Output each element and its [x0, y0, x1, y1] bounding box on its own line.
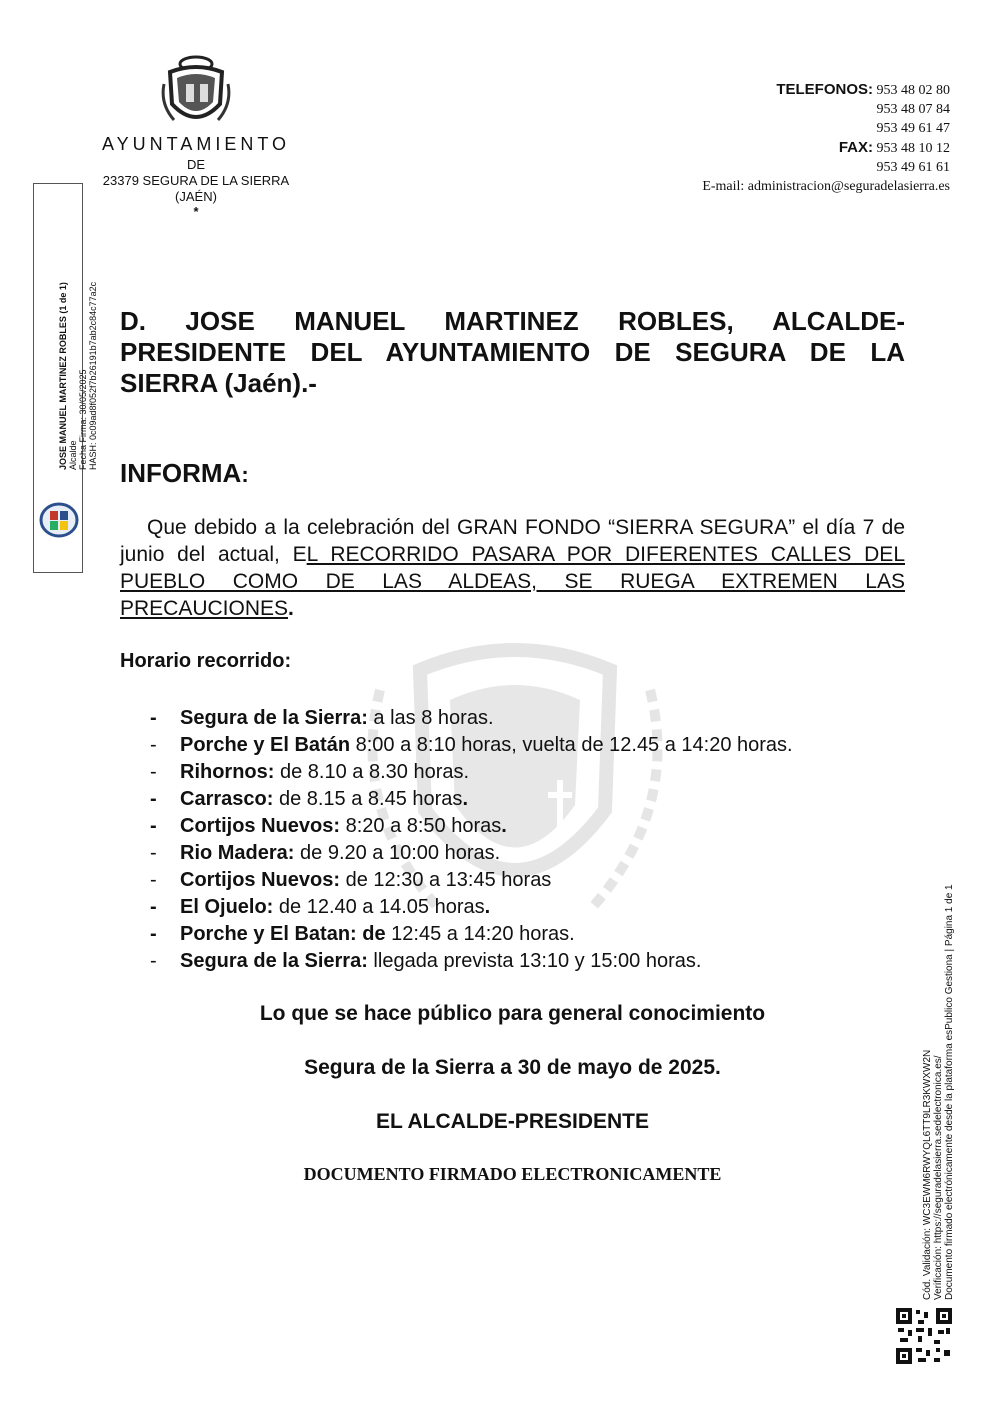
body-underlined: L RECORRIDO PASARA POR DIFERENTES CALLES DEL PUEBLO COMO DE LAS ALDEAS, SE RUEGA EXTREMEN LAS PRECAUCIONES — [120, 543, 905, 620]
institution-name: AYUNTAMIENTO — [101, 134, 290, 154]
signature-seal-icon — [39, 502, 79, 538]
phone-2: 953 48 07 84 — [876, 102, 950, 117]
signer-name: JOSE MANUEL MARTINEZ ROBLES (1 de 1) — [58, 282, 68, 470]
list-item: - Cortijos Nuevos: de 12:30 a 13:45 horas — [150, 869, 552, 891]
informa-label — [120, 458, 249, 489]
route-place: Cortijos Nuevos: — [180, 869, 341, 891]
route-time: de 8.10 a 8.30 horas. — [274, 761, 470, 783]
route-time: 8:00 a 8:10 horas, vuelta de 12.45 a 14:20 horas. — [350, 734, 793, 756]
route-place: Porche y El Batán — [180, 734, 351, 756]
horario-title: Horario recorrido: — [120, 650, 292, 672]
route-tail: . — [501, 815, 507, 837]
body-period: . — [288, 597, 294, 620]
route-place: Segura de la Sierra: — [180, 707, 368, 729]
route-tail: . — [462, 788, 468, 810]
list-item: - Porche y El Batan: de 12:45 a 14:20 horas. — [150, 923, 575, 945]
route-time: de 12.40 a 14.05 horas — [273, 896, 485, 918]
list-item: - Rihornos: de 8.10 a 8.30 horas. — [150, 761, 470, 783]
informa-word: INFORMA — [120, 458, 242, 488]
list-item: - Porche y El Batán 8:00 a 8:10 horas, vuelta de 12.45 a 14:20 horas. — [150, 734, 793, 756]
header-asterisk: * — [193, 204, 199, 219]
institution-province: (JAÉN) — [175, 189, 217, 204]
signer-title: EL ALCALDE-PRESIDENTE — [375, 1110, 650, 1133]
institution-de: DE — [186, 157, 206, 172]
body-paragraph — [120, 514, 905, 622]
route-time: de 9.20 a 10:00 horas. — [294, 842, 501, 864]
email: E-mail: administracion@seguradelasierra.es — [702, 179, 950, 194]
route-tail: . — [484, 896, 491, 918]
validation-url: Verificación: https://seguradelasierra.sedelectronica.es/ — [933, 1055, 944, 1300]
signed-note: DOCUMENTO FIRMADO ELECTRONICAMENTE — [303, 1164, 722, 1184]
institution-address: 23379 SEGURA DE LA SIERRA — [102, 173, 290, 188]
validation-platform: Documento firmado electrónicamente desde la plataforma esPublico Gestiona | Página 1 de 1 — [944, 884, 955, 1300]
signer-role: Alcalde — [68, 440, 78, 470]
route-time: 12:45 a 14:20 horas. — [385, 923, 575, 945]
fax-1: 953 48 10 12 — [876, 141, 950, 156]
phone-3: 953 49 61 47 — [876, 121, 950, 136]
route-place: Rihornos: — [180, 761, 275, 783]
route-place: Rio Madera: — [180, 842, 295, 864]
list-item: - Rio Madera: de 9.20 a 10:00 horas. — [150, 842, 501, 864]
route-time: de 12:30 a 13:45 horas — [340, 869, 552, 891]
signature-hash: HASH: 0c09ad8f052f7b26191b7ab2c84c77a2c — [88, 281, 98, 470]
validation-text — [922, 880, 955, 1300]
contact-block — [702, 80, 950, 196]
informa-colon: : — [241, 462, 249, 487]
list-item: - El Ojuelo: de 12.40 a 14.05 horas. — [150, 896, 491, 918]
place-date: Segura de la Sierra a 30 de mayo de 2025. — [304, 1056, 721, 1079]
municipal-crest-icon — [160, 54, 232, 132]
fax-2: 953 49 61 61 — [876, 160, 950, 175]
route-place: Segura de la Sierra: — [180, 950, 368, 972]
route-time: a las 8 horas. — [367, 707, 494, 729]
route-list — [150, 705, 793, 975]
list-item: - Segura de la Sierra: a las 8 horas. — [150, 707, 494, 729]
phone-1: 953 48 02 80 — [876, 83, 950, 98]
route-time: llegada prevista 13:10 y 15:00 horas. — [367, 950, 702, 972]
list-item: - Cortijos Nuevos: 8:20 a 8:50 horas. — [150, 815, 507, 837]
body-intro: Que debido a la celebración del GRAN FONDO “SIERRA SEGURA” el día 7 de junio del actual, E — [120, 516, 905, 566]
fax-label: FAX: — [838, 139, 873, 156]
closing-statement: Lo que se hace público para general conocimiento — [259, 1002, 766, 1025]
qr-code-icon — [896, 1308, 952, 1364]
validation-code: Cód. Validación: WC3EWM6RWYQL6TT9LR3KWXW2N — [922, 1049, 933, 1300]
route-time: 8:20 a 8:50 horas — [340, 815, 502, 837]
route-time: de 8.15 a 8.45 horas — [273, 788, 463, 810]
route-place: El Ojuelo: — [180, 896, 274, 918]
signature-date: Fecha Firma: 30/05/2025 — [78, 369, 88, 470]
route-place: Porche y El Batan: de — [180, 923, 386, 945]
list-item: - Segura de la Sierra: llegada prevista 13:10 y 15:00 horas. — [150, 950, 702, 972]
signature-text — [58, 281, 98, 470]
document-heading: D. JOSE MANUEL MARTINEZ ROBLES, ALCALDE-PRESIDENTE DEL AYUNTAMIENTO DE SEGURA DE LA SIERRA (Jaén).- — [120, 306, 905, 398]
route-place: Cortijos Nuevos: — [180, 815, 341, 837]
route-place: Carrasco: — [180, 788, 274, 810]
list-item: - Carrasco: de 8.15 a 8.45 horas. — [150, 788, 468, 810]
phone-label: TELEFONOS: — [776, 81, 873, 98]
